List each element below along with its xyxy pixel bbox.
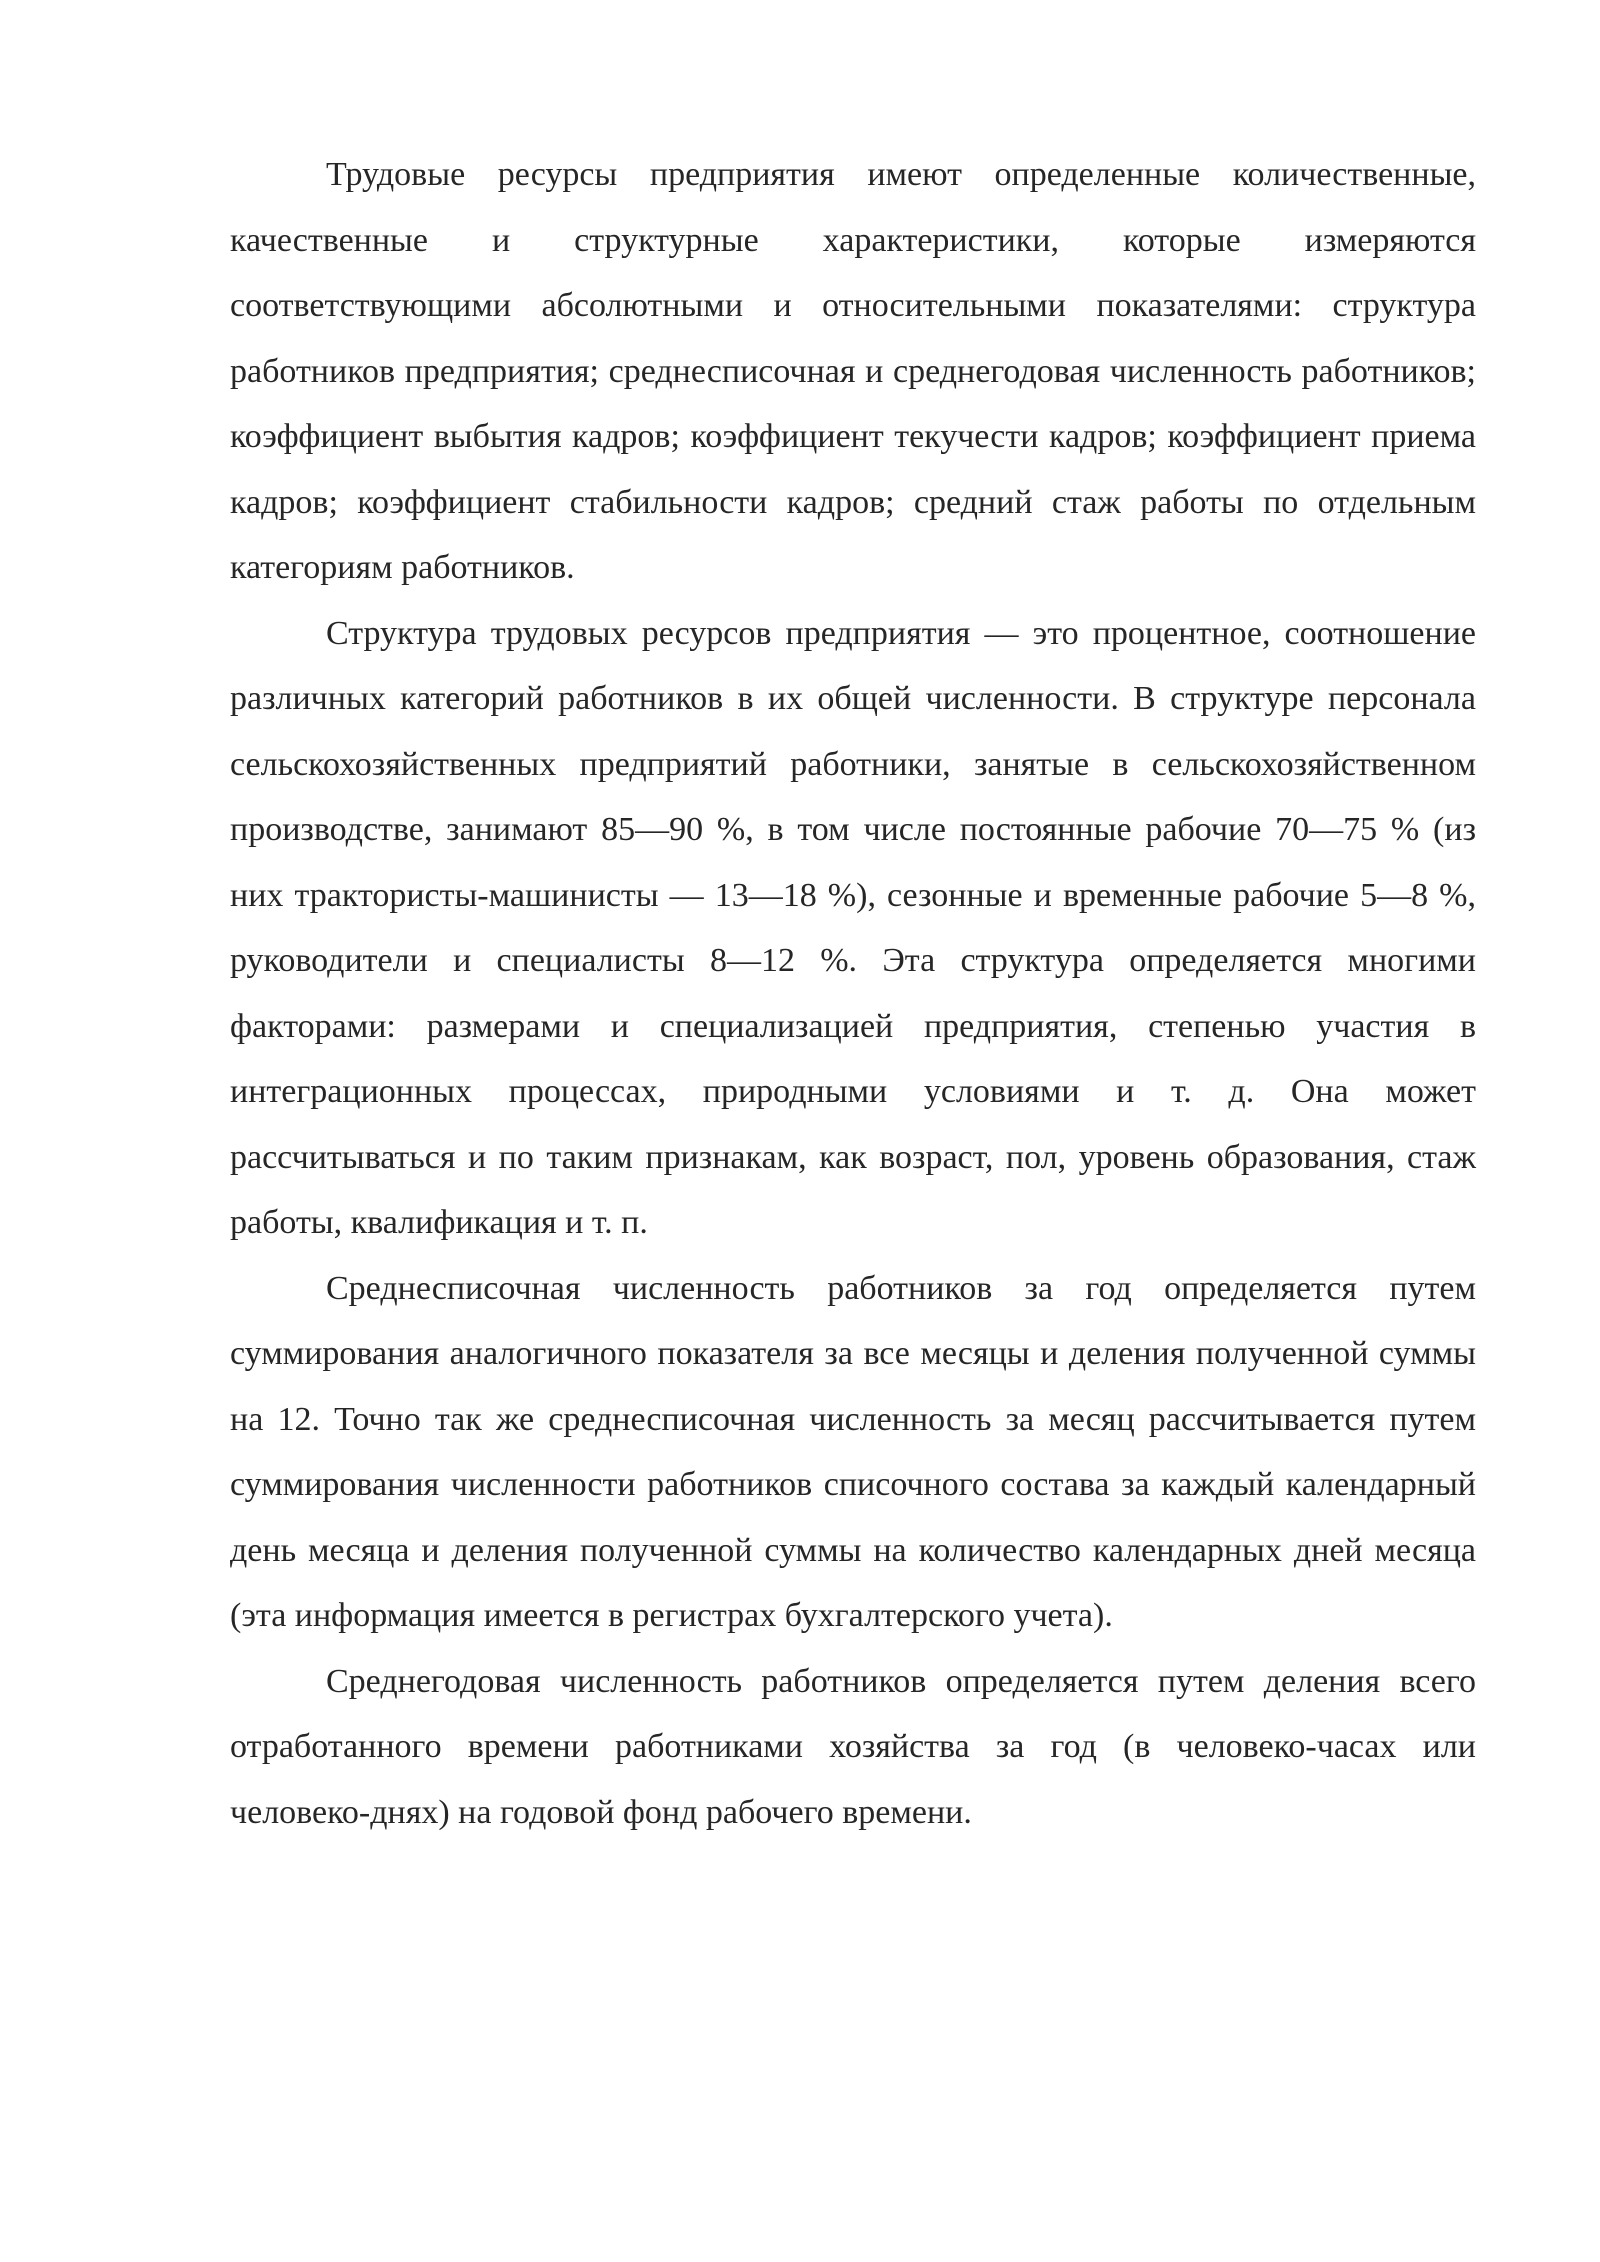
paragraph-1: Трудовые ресурсы предприятия имеют определенные количественные, качественные и структурные характеристики, которые измеряются соответствующими абсолютными и относительными показателями: структура работников предприятия; среднесписочная и среднегодовая численность работников; коэффициент выбытия кадров; коэффициент текучести кадров; коэффициент приема кадров; коэффициент стабильности кадров; средний стаж работы по отдельным категориям работников. xyxy=(230,156,1476,586)
paragraph-4: Среднегодовая численность работников определяется путем деления всего отработанного времени работниками хозяйства за год (в человеко-часах или человеко-днях) на годовой фонд рабочего времени. xyxy=(230,1662,1476,1831)
document-body xyxy=(230,142,1476,1845)
paragraph-3: Среднесписочная численность работников за год определяется путем суммирования аналогичного показателя за все месяцы и деления полученной суммы на 12. Точно так же среднесписочная численность за месяц рассчитывается путем суммирования численности работников списочного состава за каждый календарный день месяца и деления полученной суммы на количество календарных дней месяца (эта информация имеется в регистрах бухгалтерского учета). xyxy=(230,1269,1476,1634)
paragraph-2: Структура трудовых ресурсов предприятия — это процентное, соотношение различных категорий работников в их общей численности. В структуре персонала сельскохозяйственных предприятий работники, занятые в сельскохозяйственном производстве, занимают 85—90 %, в том числе постоянные рабочие 70—75 % (из них трактористы-машинисты — 13—18 %), сезонные и временные рабочие 5—8 %, руководители и специалисты 8—12 %. Эта структура определяется многими факторами: размерами и специализацией предприятия, степенью участия в интеграционных процессах, природными условиями и т. д. Она может рассчитываться и по таким признакам, как возраст, пол, уровень образования, стаж работы, квалификация и т. п. xyxy=(230,614,1476,1241)
